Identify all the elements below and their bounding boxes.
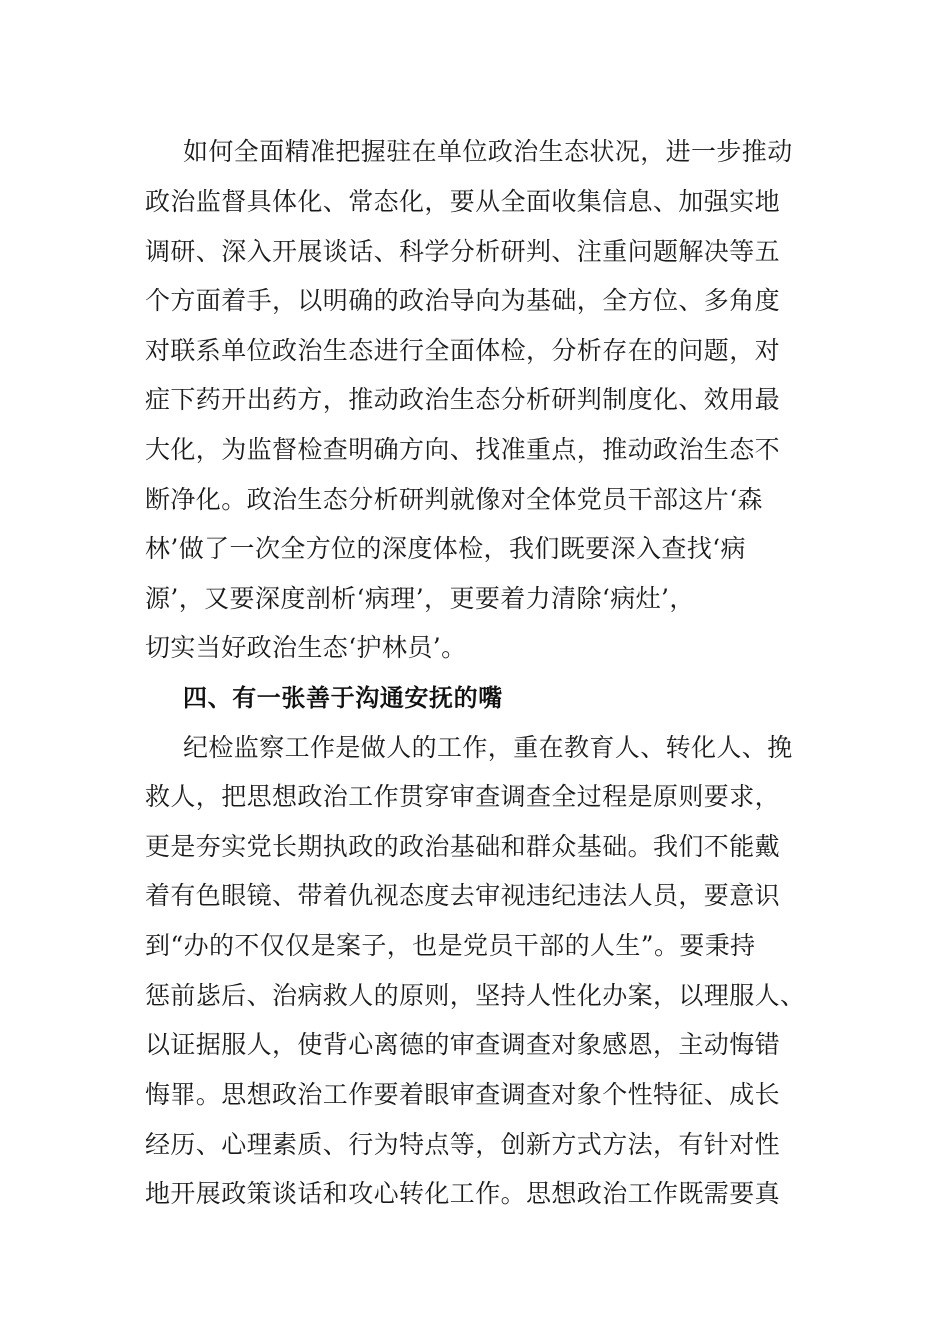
paragraph-line: 救人，把思想政治工作贯穿审查调查全过程是原则要求， <box>145 782 781 811</box>
paragraph-line: 纪检监察工作是做人的工作，重在教育人、转化人、挽 <box>183 733 793 762</box>
paragraph-line: 源’，又要深度剖析‘病理’，更要着力清除‘病灶’， <box>145 584 695 613</box>
paragraph-line: 调研、深入开展谈话、科学分析研判、注重问题解决等五 <box>145 237 781 266</box>
paragraph-line: 政治监督具体化、常态化，要从全面收集信息、加强实地 <box>145 187 781 216</box>
paragraph-line: 对联系单位政治生态进行全面体检，分析存在的问题，对 <box>145 336 781 365</box>
paragraph-line: 着有色眼镜、带着仇视态度去审视违纪违法人员，要意识 <box>145 881 781 910</box>
paragraph-line: 大化，为监督检查明确方向、找准重点，推动政治生态不 <box>145 435 781 464</box>
paragraph-line: 切实当好政治生态‘护林员’。 <box>145 633 467 662</box>
paragraph-line: 更是夯实党长期执政的政治基础和群众基础。我们不能戴 <box>145 832 781 861</box>
paragraph-line: 林’做了一次全方位的深度体检，我们既要深入查找‘病 <box>145 534 746 563</box>
paragraph-line: 个方面着手，以明确的政治导向为基础，全方位、多角度 <box>145 286 781 315</box>
paragraph-line: 症下药开出药方，推动政治生态分析研判制度化、效用最 <box>145 385 781 414</box>
paragraph-line: 如何全面精准把握驻在单位政治生态状况，进一步推动 <box>183 137 793 166</box>
section-heading: 四、有一张善于沟通安抚的嘴 <box>183 684 503 712</box>
paragraph-line: 地开展政策谈话和攻心转化工作。思想政治工作既需要真 <box>145 1179 781 1208</box>
paragraph-line: 悔罪。思想政治工作要着眼审查调查对象个性特征、成长 <box>145 1080 781 1109</box>
paragraph-line: 经历、心理素质、行为特点等，创新方式方法，有针对性 <box>145 1130 781 1159</box>
paragraph-line: 惩前毖后、治病救人的原则，坚持人性化办案，以理服人、 <box>145 981 806 1010</box>
paragraph-line: 到“办的不仅仅是案子，也是党员干部的人生”。要秉持 <box>145 931 756 960</box>
paragraph-line: 断净化。政治生态分析研判就像对全体党员干部这片‘森 <box>145 485 763 514</box>
paragraph-line: 以证据服人，使背心离德的审查调查对象感恩，主动悔错 <box>145 1030 781 1059</box>
